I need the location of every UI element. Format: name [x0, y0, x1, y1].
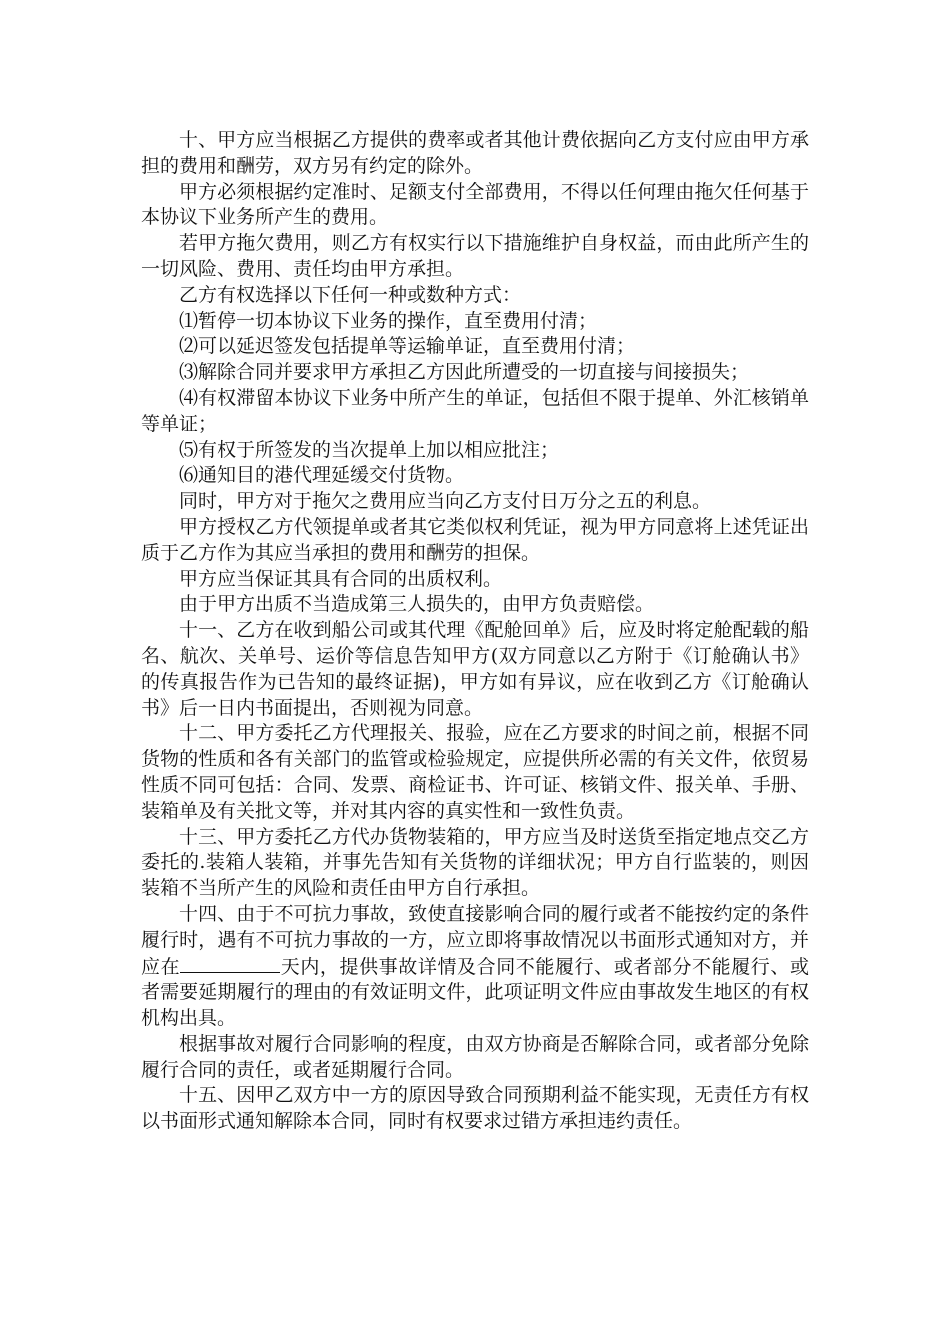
clause-fourteen-part-one: 十四、由于不可抗力事故，致使直接影响合同的履行或者不能按约定的条件履行时，遇有不可抗力事故的一方，应立即将事故情况以书面形式通知对方，并应在: [141, 902, 809, 978]
list-item-annotate-bill: ⑸有权于所签发的当次提单上加以相应批注；: [179, 438, 560, 461]
list-item-retain-documents: ⑷有权滞留本协议下业务中所产生的单证，包括但不限于提单、外汇核销单等单证；: [141, 386, 809, 435]
clause-fifteen: 十五、因甲乙双方中一方的原因导致合同预期利益不能实现，无责任方有权以书面形式通知解除本合同，同时有权要求过错方承担违约责任。: [141, 1084, 809, 1133]
paragraph-arrears-measures: 若甲方拖欠费用，则乙方有权实行以下措施维护自身权益，而由此所产生的一切风险、费用、责任均由甲方承担。: [141, 232, 809, 280]
paragraph-interest: 同时，甲方对于拖欠之费用应当向乙方支付日万分之五的利息。: [179, 490, 712, 513]
clause-fourteen-part-two: 天内，提供事故详情及合同不能履行、或者部分不能履行、或者需要延期履行的理由的有效证明文件，此项证明文件应由事故发生地区的有权机构出具。: [141, 955, 809, 1030]
paragraph-pledge-right: 甲方应当保证其具有合同的出质权利。: [179, 567, 503, 590]
list-item-delay-delivery: ⑹通知目的港代理延缓交付货物。: [179, 464, 465, 487]
days-blank-field: [180, 954, 280, 973]
paragraph-consultation: 根据事故对履行合同影响的程度，由双方协商是否解除合同，或者部分免除履行合同的责任，或者延期履行合同。: [141, 1032, 809, 1081]
clause-fourteen: [141, 902, 809, 1032]
paragraph-options-intro: 乙方有权选择以下任何一种或数种方式：: [179, 283, 522, 306]
document-body: [141, 128, 809, 1135]
paragraph-pledge-compensation: 由于甲方出质不当造成第三人损失的，由甲方负责赔偿。: [179, 593, 655, 616]
clause-eleven: 十一、乙方在收到船公司或其代理《配舱回单》后，应及时将定舱配载的船名、航次、关单号、运价等信息告知甲方(双方同意以乙方附于《订舱确认书》的传真报告作为已告知的最终证据)，甲方如有异议，应在收到乙方《订舱确认书》后一日内书面提出，否则视为同意。: [141, 619, 809, 719]
clause-thirteen: 十三、甲方委托乙方代办货物装箱的，甲方应当及时送货至指定地点交乙方委托的.装箱人装箱，并事先告知有关货物的详细状况；甲方自行监装的，则因装箱不当所产生的风险和责任由甲方自行承担。: [141, 825, 809, 900]
paragraph-fee-payment: 十、甲方应当根据乙方提供的费率或者其他计费依据向乙方支付应由甲方承担的费用和酬劳，双方另有约定的除外。: [141, 129, 809, 177]
list-item-terminate-contract: ⑶解除合同并要求甲方承担乙方因此所遭受的一切直接与间接损失；: [179, 361, 750, 384]
list-item-suspend-operations: ⑴暂停一切本协议下业务的操作，直至费用付清；: [179, 309, 598, 332]
paragraph-full-payment: 甲方必须根据约定准时、足额支付全部费用，不得以任何理由拖欠任何基于本协议下业务所产生的费用。: [141, 180, 809, 229]
paragraph-pledge-authorization: 甲方授权乙方代领提单或者其它类似权利凭证，视为甲方同意将上述凭证出质于乙方作为其应当承担的费用和酬劳的担保。: [141, 515, 809, 564]
clause-twelve: 十二、甲方委托乙方代理报关、报验，应在乙方要求的时间之前，根据不同货物的性质和各有关部门的监管或检验规定，应提供所必需的有关文件，依贸易性质不同可包括：合同、发票、商检证书、许可证、核销文件、报关单、手册、装箱单及有关批文等，并对其内容的真实性和一致性负责。: [141, 722, 809, 822]
list-item-delay-documents: ⑵可以延迟签发包括提单等运输单证，直至费用付清；: [179, 335, 636, 358]
